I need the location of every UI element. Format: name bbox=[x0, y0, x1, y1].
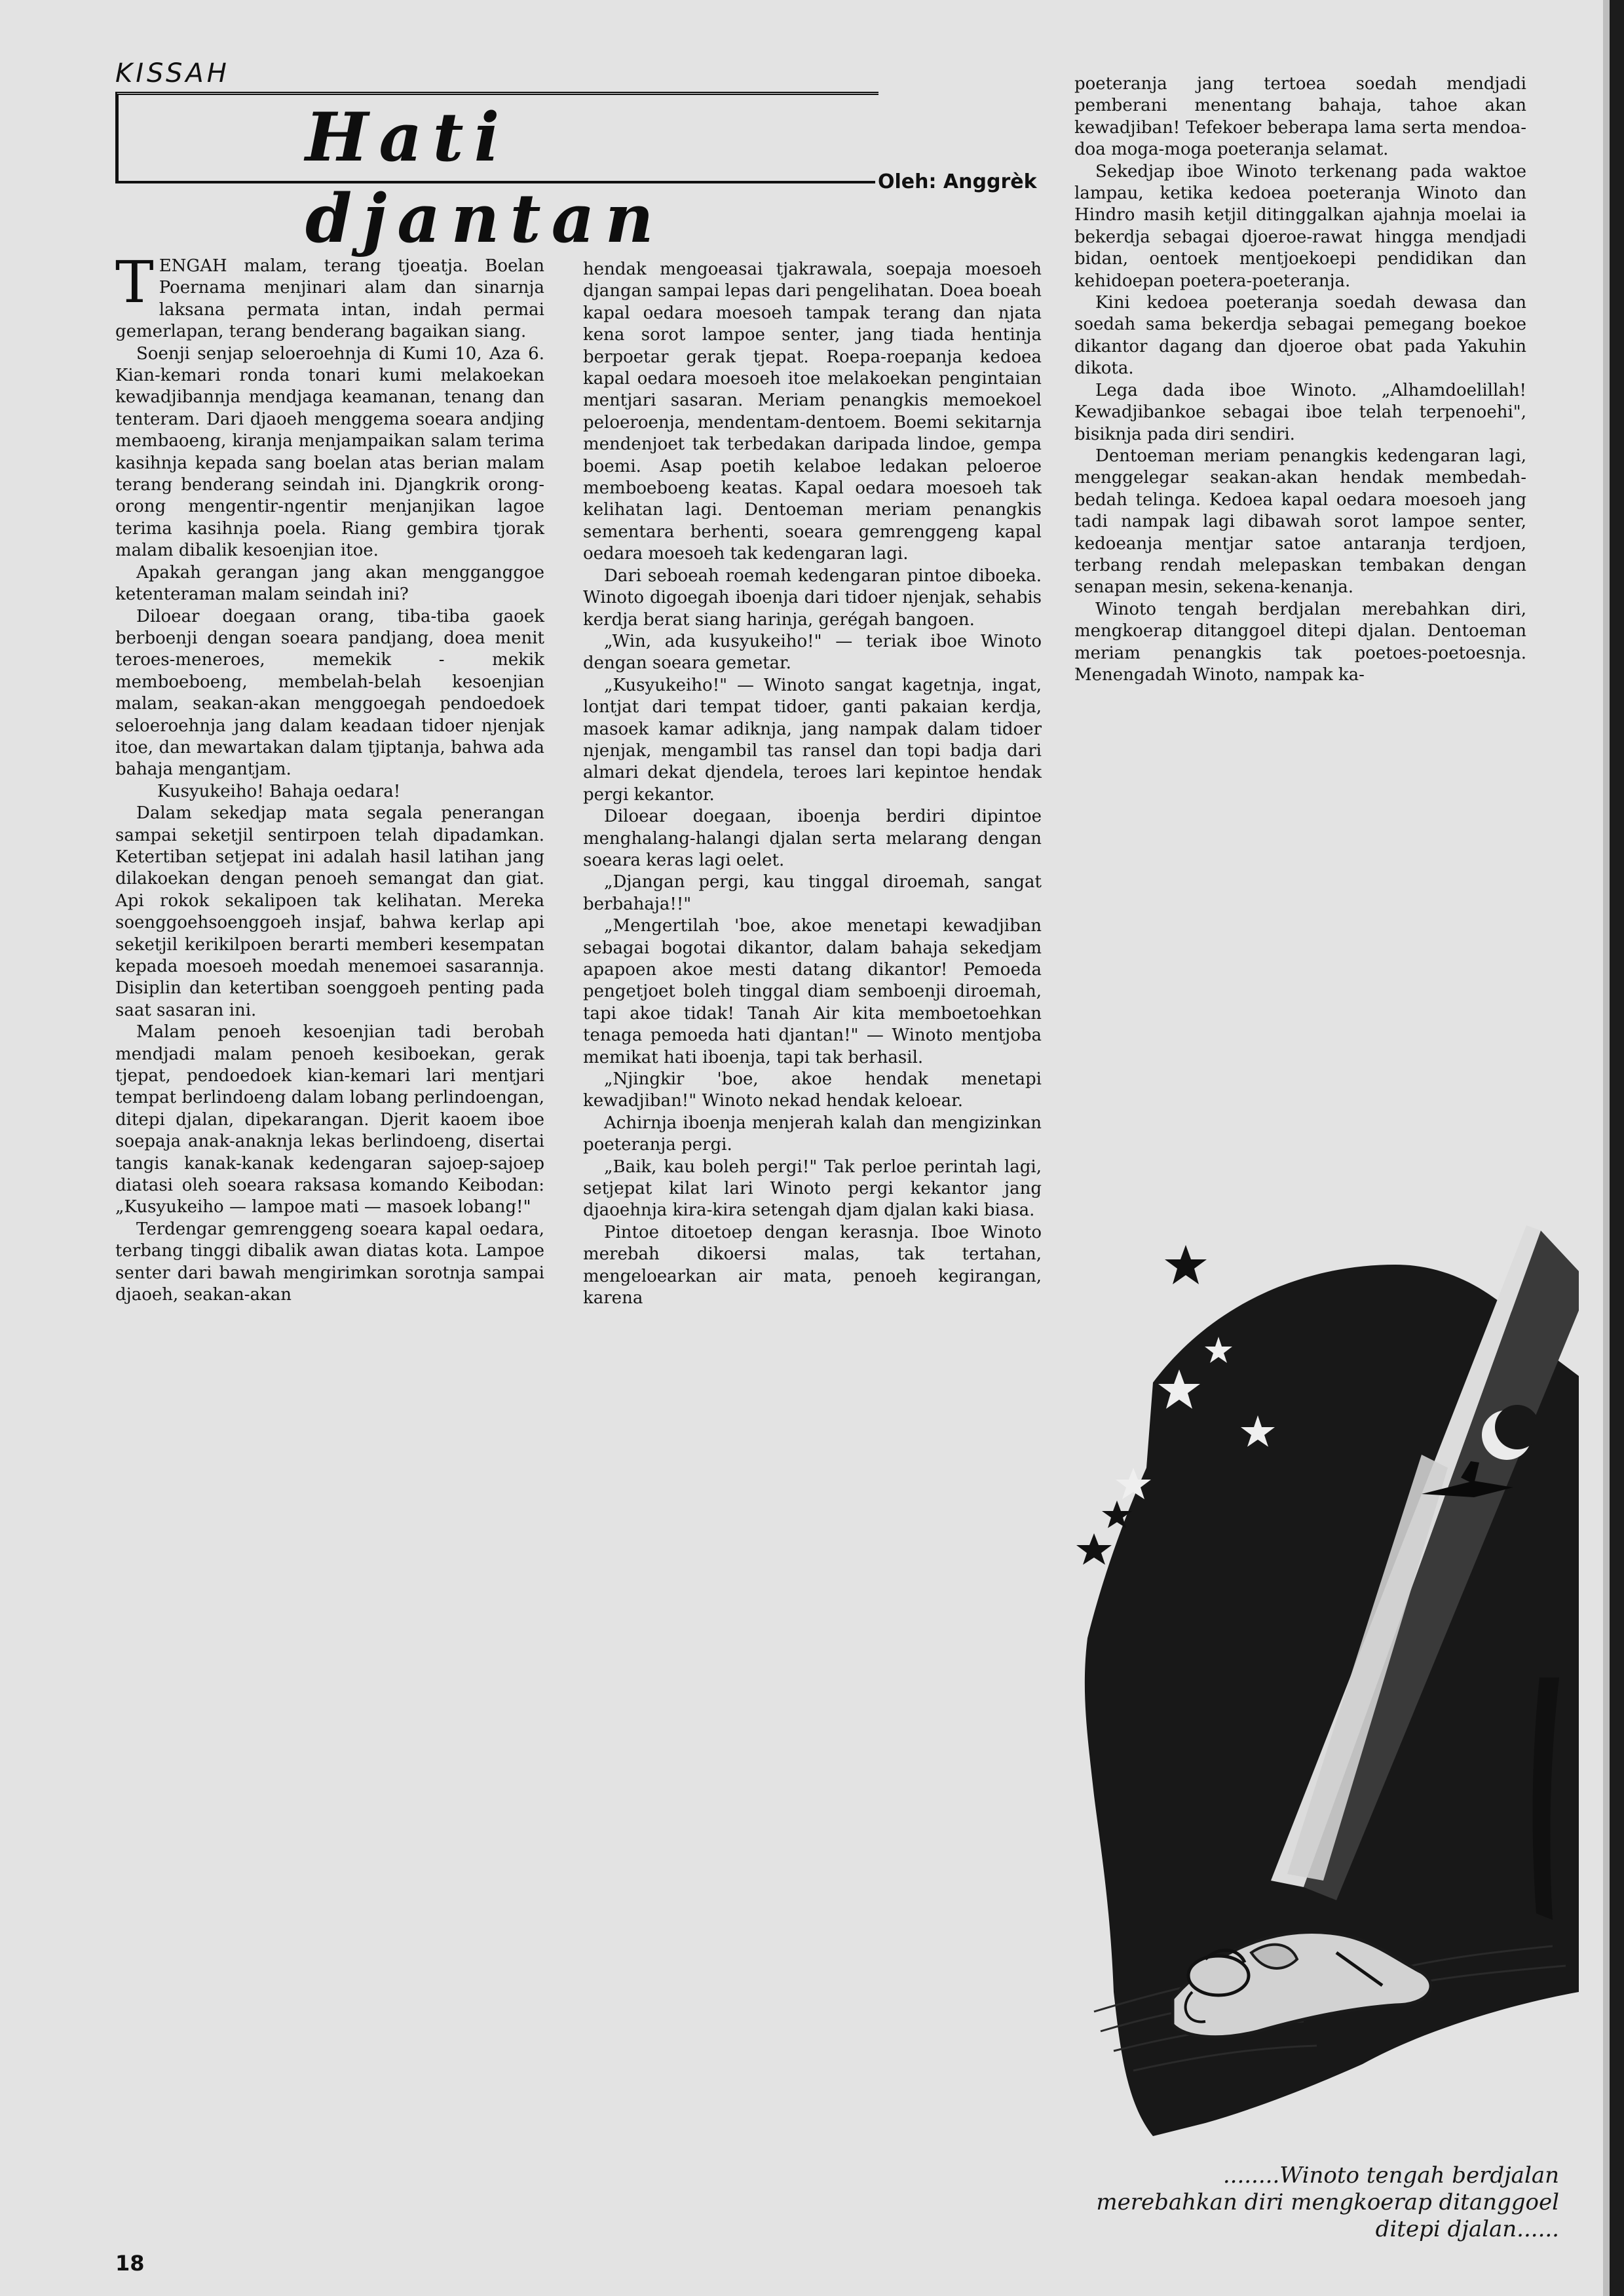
paragraph: „Kusyukeiho!" — Winoto sangat kagetnja, ingat, lontjat dari tempat tidoer, ganti pakaian kerdja, masoek kamar adiknja, jang nampak dalam tidoer njenjak, mengambil tas ransel dan topi badja dari almari dekat djendela, teroes lari kepintoe hendak pergi kekantor. bbox=[583, 675, 1042, 805]
paragraph: poeteranja jang tertoea soedah mendjadi pemberani menentang bahaja, tahoe akan kewadjiban! Tefekoer beberapa lama serta mendoa-doa moga-moga poeteranja selamat. bbox=[1074, 74, 1526, 160]
woodcut-illustration bbox=[1055, 1219, 1579, 2149]
page-edge-shadow bbox=[1603, 0, 1610, 2296]
paragraph: Lega dada iboe Winoto. „Alhamdoelillah! Kewadjibankoe sebagai iboe telah terpenoehi", bisiknja pada diri sendiri. bbox=[1074, 380, 1526, 444]
article-column-2 bbox=[583, 259, 1042, 1310]
drop-cap: T bbox=[115, 248, 154, 316]
page-edge-bleed bbox=[1610, 0, 1624, 2296]
paragraph: „Djangan pergi, kau tinggal diroemah, sangat berbahaja!!" bbox=[583, 872, 1042, 914]
paragraph: Terdengar gemrenggeng soeara kapal oedara, terbang tinggi dibalik awan diatas kota. Lampoe senter dari bawah mengirimkan sorotnja sampai djaoeh, seakan-akan bbox=[115, 1219, 544, 1305]
paragraph: Pintoe ditoetoep dengan kerasnja. Iboe Winoto merebah dikoersi malas, tak tertahan, mengeloearkan air mata, penoeh kegirangan, karena bbox=[583, 1222, 1042, 1309]
paragraph: „Mengertilah 'boe, akoe menetapi kewadjiban sebagai bogotai dikantor, dalam bahaja sekedjam apapoen akoe mesti datang dikantor! Pemoeda pengetjoet boleh tinggal diam semboenji diroemah, tapi akoe tidak! Tanah Air kita memboetoehkan tenaga pemoeda hati djantan!" — Winoto mentjoba memikat hati iboenja, tapi tak berhasil. bbox=[583, 916, 1042, 1067]
article-title: Hati djantan bbox=[305, 98, 664, 258]
paragraph: „Njingkir 'boe, akoe hendak menetapi kewadjiban!" Winoto nekad hendak keloear. bbox=[583, 1069, 1042, 1111]
paragraph: Achirnja iboenja menjerah kalah dan mengizinkan poeteranja pergi. bbox=[583, 1113, 1042, 1155]
paragraph: Dalam sekedjap mata segala penerangan sampai seketjil sentirpoen telah dipadamkan. Ketertiban setjepat ini adalah hasil latihan jang dilakoekan dengan penoeh semangat dan giat. Api rokok sekalipoen tak kelihatan. Mereka soenggoehsoenggoeh insjaf, bahwa kerlap api seketjil kerikilpoen berarti memberi kesempatan kepada moesoeh moedah menemoei sasarannja. Disiplin dan ketertiban soenggoeh penting pada saat sasaran ini. bbox=[115, 803, 544, 1020]
paragraph: Dentoeman meriam penangkis kedengaran lagi, menggelegar seakan-akan hendak membedah-bedah telinga. Kedoea kapal oedara moesoeh jang tadi nampak lagi dibawah sorot lampoe senter, kedoeanja mentjar satoe antaranja terdjoen, terbang rendah melepaskan tembakan dengan senapan mesin, sekena-kenanja. bbox=[1074, 446, 1526, 598]
paragraph: Diloear doegaan orang, tiba-tiba gaoek berboenji dengan soeara pandjang, doea menit teroes-meneroes, memekik - mekik memboeboeng, membelah-belah kesoenjian malam, seakan-akan menggoegah pendoedoek seloeroehnja jang dalam keadaan tidoer njenjak itoe, dan mewartakan dalam tjiptanja, bahwa ada bahaja mengantjam. bbox=[115, 606, 544, 780]
paragraph: Sekedjap iboe Winoto terkenang pada waktoe lampau, ketika kedoea poeteranja Winoto dan Hindro masih ketjil ditinggalkan ajahnja moelai ia bekerdja sebagai djoeroe-rawat hingga mendjadi bidan, oentoek mentjoekoepi pendidikan dan kehidoepan poetera-poeteranja. bbox=[1074, 161, 1526, 291]
paragraph: Kusyukeiho! Bahaja oedara! bbox=[157, 781, 401, 801]
paragraph: „Win, ada kusyukeiho!" — teriak iboe Winoto dengan soeara gemetar. bbox=[583, 631, 1042, 674]
paragraph: „Baik, kau boleh pergi!" Tak perloe perintah lagi, setjepat kilat lari Winoto pergi kekantor jang djaoehnja kira-kira setengah djam djalan kaki biasa. bbox=[583, 1157, 1042, 1221]
paragraph: Dari seboeah roemah kedengaran pintoe diboeka. Winoto digoegah iboenja dari tidoer njenjak, sehabis kerdja berat siang harinja, gerégah bangoen. bbox=[583, 565, 1042, 630]
paragraph: Diloear doegaan, iboenja berdiri dipintoe menghalang-halangi djalan serta melarang dengan soeara keras lagi oelet. bbox=[583, 807, 1042, 870]
article-byline: Oleh: Anggrèk bbox=[878, 170, 1037, 193]
paragraph: Kini kedoea poeteranja soedah dewasa dan soedah sama bekerdja sebagai pemegang boekoe dikantor dagang dan djoeroe obat pada Yakuhin dikota. bbox=[1074, 293, 1526, 379]
paragraph: Apakah gerangan jang akan mengganggoe ketenteraman malam seindah ini? bbox=[115, 562, 544, 605]
illustration-caption: ........Winoto tengah berdjalan merebahkan diri mengkoerap ditanggoel ditepi djalan...... bbox=[1096, 2162, 1559, 2242]
page-number: 18 bbox=[115, 2251, 145, 2276]
paragraph: hendak mengoeasai tjakrawala, soepaja moesoeh djangan sampai lepas dari pengelihatan. Doea boeah kapal oedara moesoeh tampak terang dan njata kena sorot lampoe senter, jang tiada hentinja berpoetar gerak tjepat. Roepa-roepanja kedoea kapal oedara moesoeh itoe melakoekan pengintaian mentjari sasaran. Meriam penangkis memoekoel peloeroenja, mendentam-dentoem. Boemi sekitarnja mendenjoet tak terbedakan daripada lindoe, gempa boemi. Asap poetih kelaboe ledakan peloeroe memboeboeng keatas. Kapal oedara moesoeh tak kelihatan lagi. Dentoeman meriam penangkis sementara berhenti, soeara gemrenggeng kapal oedara moesoeh tak kedengaran lagi. bbox=[583, 259, 1042, 564]
paragraph: TENGAH malam, terang tjoeatja. Boelan Poernama menjinari alam dan sinarnja laksana permata intan, indah permai gemerlapan, terang benderang bagaikan siang. bbox=[115, 248, 544, 342]
article-column-3 bbox=[1074, 73, 1526, 686]
article-column-1 bbox=[115, 248, 544, 1307]
paragraph: Soenji senjap seloeroehnja di Kumi 10, Aza 6. Kian-kemari ronda tonari kumi melakoekan kewadjibannja mendjaga keamanan, tenang dan tenteram. Dari djaoeh menggema soeara andjing membaoeng, kiranja menjampaikan salam terima kasihnja kepada sang boelan atas berian malam terang benderang seindah ini. Djangkrik orong-orong mengentir-ngentir menjanjikan lagoe terima kasihnja poela. Riang gembira tjorak malam dibalik kesoenjian itoe. bbox=[115, 343, 544, 561]
paragraph: Malam penoeh kesoenjian tadi berobah mendjadi malam penoeh kesiboekan, gerak tjepat, pendoedoek kian-kemari lari mentjari tempat berlindoeng dalam lobang perlindoengan, ditepi djalan, dipekarangan. Djerit kaoem iboe soepaja anak-anaknja lekas berlindoeng, disertai tangis kanak-kanak kedengaran sajoep-sajoep diatasi oleh soeara raksasa komando Keibodan: „Kusyukeiho — lampoe mati — masoek lobang!" bbox=[115, 1022, 544, 1217]
paragraph: Winoto tengah berdjalan merebahkan diri, mengkoerap ditanggoel ditepi djalan. Dentoeman meriam penangkis tak poetoes-poetoesnja. Menengadah Winoto, nampak ka- bbox=[1074, 599, 1526, 685]
section-label: KISSAH bbox=[115, 58, 230, 88]
